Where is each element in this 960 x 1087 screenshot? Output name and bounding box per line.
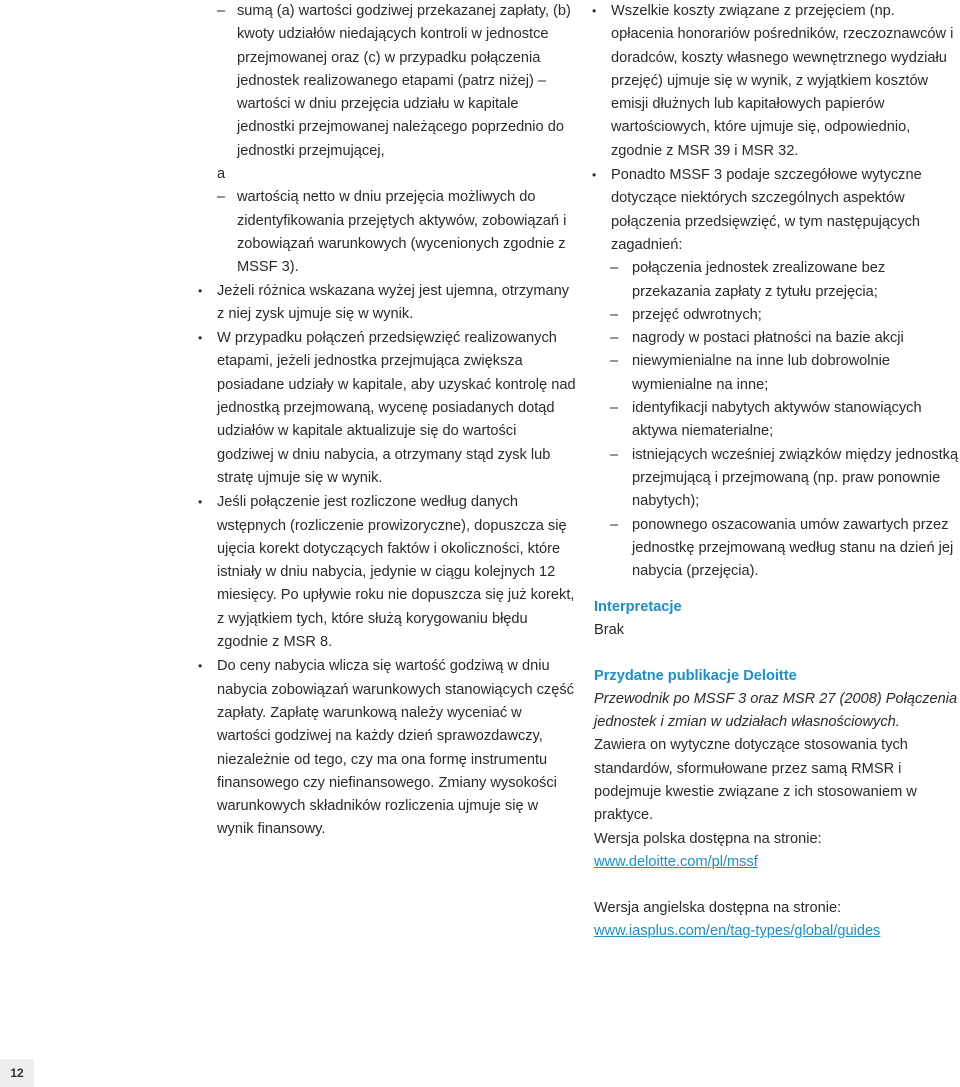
sub-item: – ponownego oszacowania umów zawartych przez jednostkę przejmowaną według stanu na dzień jej nabycia (przejęcia). xyxy=(584,514,960,584)
interpretacje-section xyxy=(584,596,960,642)
dash-item-2: – wartością netto w dniu przejęcia możliwych do zidentyfikowania przejętych aktywów, zobowiązań i zobowiązań warunkowych (wycenionych zgodnie z MSSF 3). xyxy=(190,186,576,279)
dash-marker: – xyxy=(610,260,619,277)
bullet-icon: • xyxy=(198,283,203,298)
dash-marker: – xyxy=(610,446,619,463)
bullet-icon: • xyxy=(198,659,203,674)
sub-item: – przejęć odwrotnych; xyxy=(584,304,960,327)
dash-marker: – xyxy=(610,306,619,323)
left-column xyxy=(190,0,576,842)
dash-marker: – xyxy=(610,330,619,347)
polish-version-label: Wersja polska dostępna na stronie: xyxy=(594,830,822,847)
english-version-link[interactable]: www.iasplus.com/en/tag-types/global/guides xyxy=(594,923,881,940)
interpretacje-heading: Interpretacje xyxy=(594,599,682,616)
publication-title: Przewodnik po MSSF 3 oraz MSR 27 (2008) Połączenia jednostek i zmian w udziałach własnościowych. xyxy=(594,690,958,731)
right-column xyxy=(584,0,960,944)
right-bullet-1: • Wszelkie koszty związane z przejęciem (np. opłacenia honorariów pośredników, rzeczoznawców i doradców, koszty własnego wewnętrznego wydziału przejęć) ujmuje się w wynik, z wyjątkiem kosztów emisji dłużnych lub kapitałowych papierów wartościowych, które ujmuje się, odpowiednio, zgodnie z MSR 39 i MSR 32. xyxy=(584,0,960,163)
page-number: 12 xyxy=(0,1059,34,1087)
bullet-icon: • xyxy=(592,168,597,183)
dash-item-1: – sumą (a) wartości godziwej przekazanej zapłaty, (b) kwoty udziałów niedających kontroli w jednostce przejmowanej oraz (c) w przypadku połączenia jednostek realizowanego etapami (patrz niżej) – wartości w dniu przejęcia udziału w kapitale jednostki przejmowanej należącego poprzednio do jednostki przejmującej, xyxy=(190,0,576,163)
publications-section xyxy=(584,665,960,944)
sub-item: – niewymienialne na inne lub dobrowolnie wymienialne na inne; xyxy=(584,350,960,397)
left-bullet-3: • Jeśli połączenie jest rozliczone według danych wstępnych (rozliczenie prowizoryczne), dopuszcza się ujęcia korekt dotyczących faktów i okoliczności, które istniały w dniu nabycia, jedynie w ciągu kolejnych 12 miesięcy. Po upływie roku nie dopuszcza się już korekt, z wyjątkiem tych, które służą korygowaniu błędu zgodnie z MSR 8. xyxy=(190,491,576,654)
sub-item: – połączenia jednostek zrealizowane bez przekazania zapłaty z tytułu przejęcia; xyxy=(584,257,960,304)
dash-marker: – xyxy=(217,3,226,19)
publications-heading: Przydatne publikacje Deloitte xyxy=(594,667,797,684)
conjunction-a: a xyxy=(217,166,226,183)
left-bullet-1: • Jeżeli różnica wskazana wyżej jest ujemna, otrzymany z niej zysk ujmuje się w wynik. xyxy=(190,280,576,327)
sub-list xyxy=(584,257,960,583)
polish-version-link[interactable]: www.deloitte.com/pl/mssf xyxy=(594,853,758,870)
bullet-icon: • xyxy=(592,4,597,18)
publication-description: Zawiera on wytyczne dotyczące stosowania tych standardów, sformułowane przez samą RMSR i podejmuje kwestie związane z ich stosowaniem w praktyce. xyxy=(594,737,917,824)
english-version-label: Wersja angielska dostępna na stronie: xyxy=(594,900,842,917)
bullet-icon: • xyxy=(198,331,203,346)
left-bullet-2: • W przypadku połączeń przedsięwzięć realizowanych etapami, jeżeli jednostka przejmująca zwiększa posiadane udziały w kapitale, aby uzyskać kontrolę nad jednostką przejmowaną, wycenę posiadanych dotąd udziałów w kapitale aktualizuje się do wartości godziwej w dniu nabycia, a otrzymany stąd zysk lub stratę ujmuje się w wynik. xyxy=(190,327,576,490)
sub-item: – nagrody w postaci płatności na bazie akcji xyxy=(584,327,960,350)
dash-marker: – xyxy=(610,353,619,370)
dash-marker: – xyxy=(610,400,619,417)
dash-marker: – xyxy=(610,516,619,533)
interpretacje-text: Brak xyxy=(594,622,625,639)
sub-item: – identyfikacji nabytych aktywów stanowiących aktywa niematerialne; xyxy=(584,397,960,444)
right-bullet-2: • Ponadto MSSF 3 podaje szczegółowe wytyczne dotyczące niektórych szczególnych aspektów połączenia przedsięwzięć, w tym następujących zagadnień: xyxy=(584,164,960,257)
left-bullet-4: • Do ceny nabycia wlicza się wartość godziwą w dniu nabycia zobowiązań warunkowych stanowiących część zapłaty. Zapłatę warunkową należy wyceniać w wartości godziwej na każdy dzień sprawozdawczy, niezależnie od tego, czy ma ona formę instrumentu finansowego czy niefinansowego. Zmiany wysokości warunkowych składników rozliczenia ujmuje się w wynik finansowy. xyxy=(190,655,576,841)
bullet-icon: • xyxy=(198,495,203,510)
sub-item: – istniejących wcześniej związków między jednostką przejmującą i przejmowaną (np. praw ponownie nabytych); xyxy=(584,444,960,514)
dash-marker: – xyxy=(217,189,226,206)
